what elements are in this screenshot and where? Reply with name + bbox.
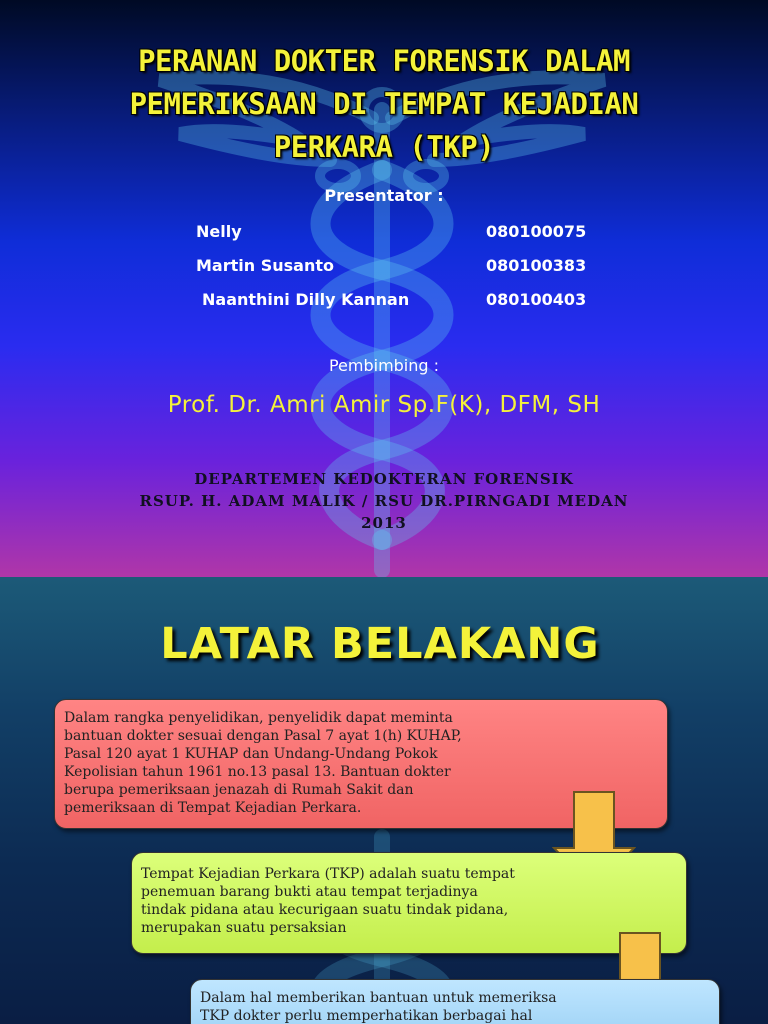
presenter-name: Naanthini Dilly Kannan: [202, 290, 410, 309]
info-box: [190, 979, 720, 1024]
text-line: Tempat Kejadian Perkara (TKP) adalah suatu tempat: [141, 866, 515, 882]
text-line: pemeriksaan di Tempat Kejadian Perkara.: [64, 800, 362, 816]
text-line: berupa pemeriksaan jenazah di Rumah Sakit dan: [64, 782, 414, 798]
advisor-name: Prof. Dr. Amri Amir Sp.F(K), DFM, SH: [167, 392, 601, 418]
text-line: bantuan dokter sesuai dengan Pasal 7 ayat 1(h) KUHAP,: [64, 728, 462, 744]
text-line: Kepolisian tahun 1961 no.13 pasal 13. Bantuan dokter: [64, 764, 451, 780]
presenter-id: 080100403: [486, 290, 587, 309]
text-line: merupakan suatu persaksian: [141, 920, 347, 936]
presenter-id: 080100383: [486, 256, 587, 275]
title-line: PERANAN DOKTER FORENSIK DALAM: [138, 44, 630, 78]
slide-title: [40, 40, 728, 169]
slide-title: LATAR BELAKANG: [160, 619, 600, 669]
text-line: penemuan barang bukti atau tempat terjadinya: [141, 884, 478, 900]
text-line: Pasal 120 ayat 1 KUHAP dan Undang-Undang Pokok: [64, 746, 438, 762]
department-line: RSUP. H. ADAM MALIK / RSU DR.PIRNGADI MEDAN: [139, 492, 629, 510]
title-line: PEMERIKSAAN DI TEMPAT KEJADIAN: [129, 87, 639, 121]
title-line: PERKARA (TKP): [273, 130, 495, 164]
department-line: DEPARTEMEN KEDOKTERAN FORENSIK: [194, 470, 574, 488]
department-block: [0, 468, 768, 534]
presenter-row: [0, 256, 768, 278]
presenter-name: Nelly: [196, 222, 242, 241]
presenter-row: [0, 290, 768, 312]
info-text: [141, 865, 677, 937]
background-slide: [0, 577, 768, 1024]
presenter-row: [0, 222, 768, 244]
presenter-name: Martin Susanto: [196, 256, 334, 275]
presenter-id: 080100075: [486, 222, 587, 241]
text-line: TKP dokter perlu memperhatikan berbagai hal: [200, 1008, 533, 1024]
department-line: 2013: [361, 514, 407, 532]
pembimbing-label: Pembimbing :: [328, 356, 440, 375]
info-text: [200, 989, 710, 1024]
text-line: tindak pidana atau kecurigaan suatu tindak pidana,: [141, 902, 509, 918]
presentator-label: Presentator :: [324, 186, 444, 205]
text-line: Dalam hal memberikan bantuan untuk memeriksa: [200, 990, 557, 1006]
text-line: Dalam rangka penyelidikan, penyelidik dapat meminta: [64, 710, 453, 726]
